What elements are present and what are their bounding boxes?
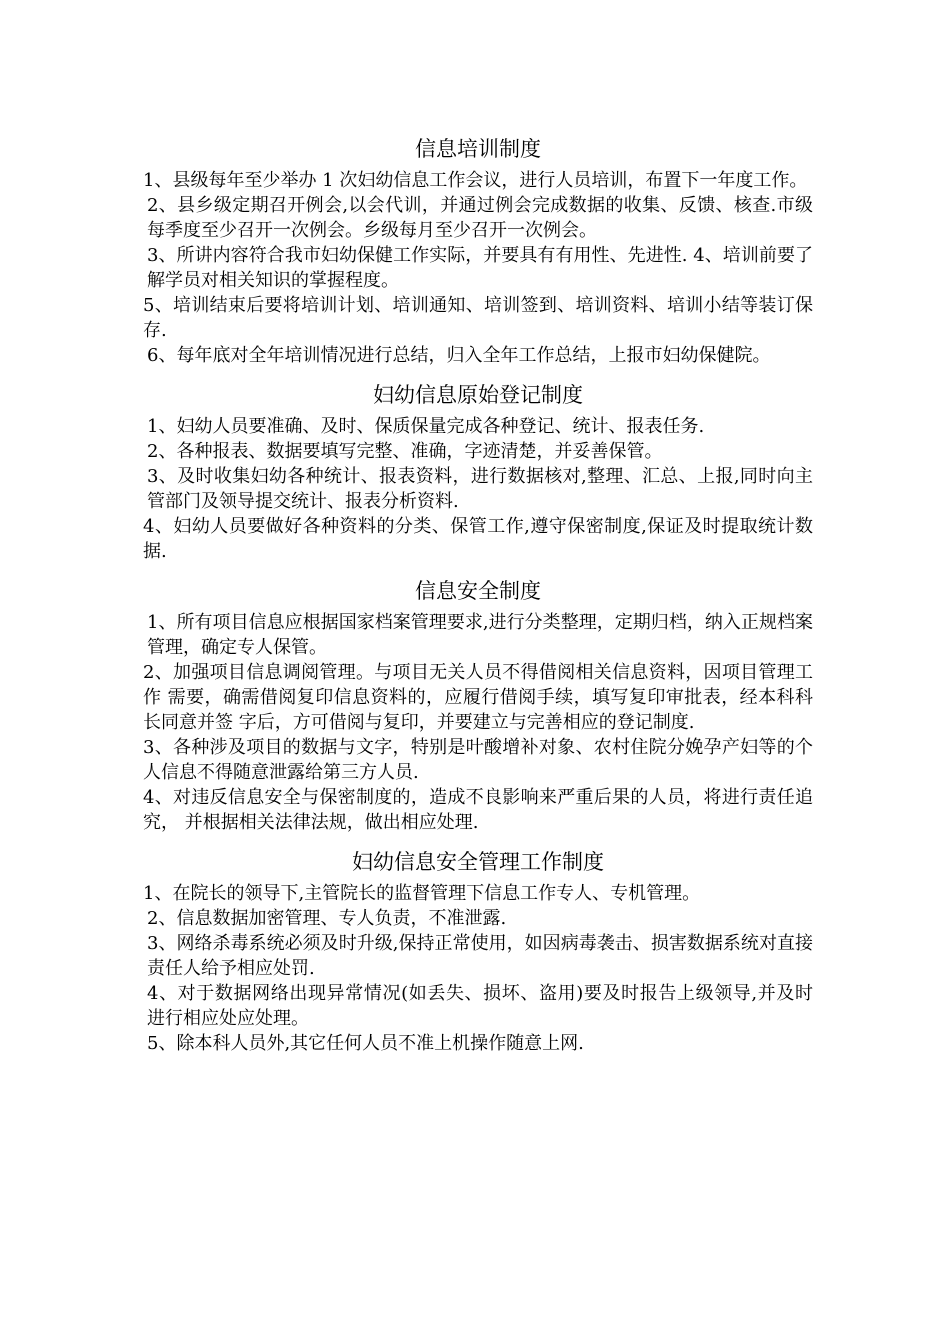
paragraph: 5、培训结束后要将培训计划、培训通知、培训签到、培训资料、培训小结等装订保存. xyxy=(143,295,813,341)
section-title: 信息安全制度 xyxy=(415,579,541,603)
paragraph: 1、在院长的领导下,主管院长的监督管理下信息工作专人、专机管理。 xyxy=(143,883,701,904)
paragraph: 3、各种涉及项目的数据与文字，特别是叶酸增补对象、农村住院分娩孕产妇等的个人信息不得随意泄露给第三方人员. xyxy=(143,737,813,783)
paragraph: 2、县乡级定期召开例会,以会代训，并通过例会完成数据的收集、反馈、核查.市级 每季度至少召开一次例会。乡级每月至少召开一次例会。 xyxy=(147,195,813,241)
paragraph: 5、除本科人员外,其它任何人员不准上机操作随意上网. xyxy=(147,1033,584,1054)
paragraph: 1、县级每年至少举办 1 次妇幼信息工作会议，进行人员培训，布置下一年度工作。 xyxy=(143,170,808,191)
paragraph: 4、妇幼人员要做好各种资料的分类、保管工作,遵守保密制度,保证及时提取统计数 据. xyxy=(143,516,813,562)
section-title: 妇幼信息安全管理工作制度 xyxy=(352,850,604,874)
section-info-security xyxy=(143,570,813,835)
paragraph: 3、网络杀毒系统必须及时升级,保持正常使用，如因病毒袭击、损害数据系统对直接 责任人给予相应处罚. xyxy=(147,933,813,979)
section-security-management xyxy=(143,841,813,1056)
paragraph: 2、各种报表、数据要填写完整、准确，字迹清楚，并妥善保管。 xyxy=(147,441,663,462)
section-title: 妇幼信息原始登记制度 xyxy=(373,383,583,407)
paragraph: 1、所有项目信息应根据国家档案管理要求,进行分类整理，定期归档，纳入正规档案 管理，确定专人保管。 xyxy=(147,612,813,658)
section-title: 信息培训制度 xyxy=(415,137,541,161)
paragraph: 1、妇幼人员要准确、及时、保质保量完成各种登记、统计、报表任务. xyxy=(147,416,705,437)
section-original-registration xyxy=(143,374,813,564)
paragraph: 6、每年底对全年培训情况进行总结，归入全年工作总结，上报市妇幼保健院。 xyxy=(147,345,771,366)
paragraph: 3、所讲内容符合我市妇幼保健工作实际，并要具有有用性、先进性. 4、培训前要了解学员对相关知识的掌握程度。 xyxy=(147,245,813,291)
paragraph: 2、信息数据加密管理、专人负责，不准泄露. xyxy=(147,908,507,929)
document-page xyxy=(143,128,813,1062)
section-info-training xyxy=(143,128,813,368)
paragraph: 4、对于数据网络出现异常情况(如丢失、损坏、盗用)要及时报告上级领导,并及时 进行相应处应处理。 xyxy=(147,983,813,1029)
paragraph: 3、及时收集妇幼各种统计、报表资料，进行数据核对,整理、汇总、上报,同时向主 管部门及领导提交统计、报表分析资料. xyxy=(147,466,813,512)
paragraph: 4、对违反信息安全与保密制度的，造成不良影响来严重后果的人员，将进行责任追究， 并根据相关法律法规，做出相应处理. xyxy=(143,787,813,833)
paragraph: 2、加强项目信息调阅管理。与项目无关人员不得借阅相关信息资料，因项目管理工作 需要，确需借阅复印信息资料的，应履行借阅手续，填写复印审批表，经本科科长同意并签 字后，方可借阅与复印，并要建立与完善相应的登记制度. xyxy=(143,662,813,733)
